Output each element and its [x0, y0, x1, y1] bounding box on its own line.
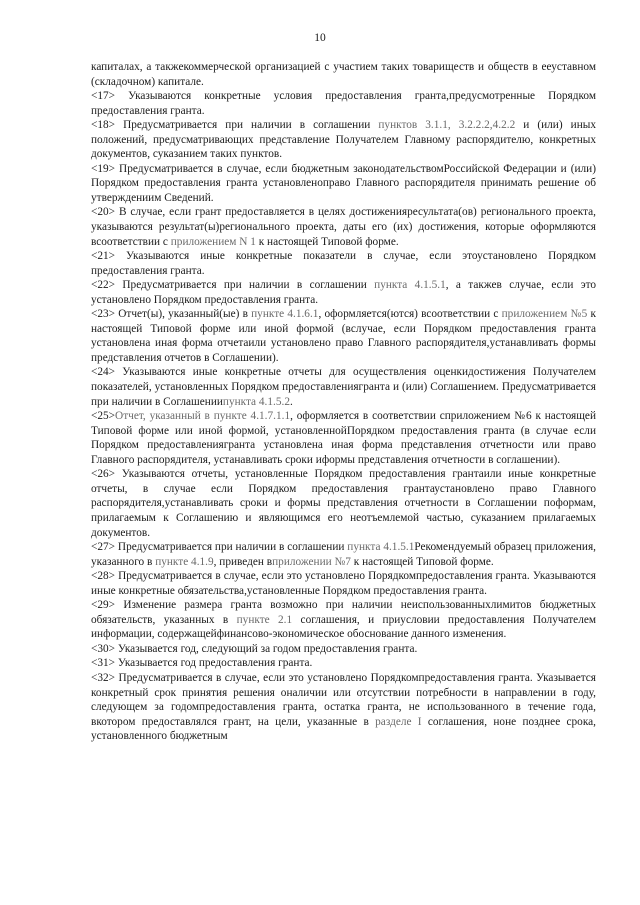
- paragraph-text: , приведен в: [213, 555, 273, 568]
- paragraph-text: <18> Предусматривается при наличии в соглашении: [91, 119, 379, 132]
- footnote-fn21: [91, 249, 596, 278]
- paragraph-text: <24> Указываются иные конкретные отчеты для осуществления оценкидостижения Получателем показателей, установленных Порядком предоставлениягранта и (или) Соглашением. Предусматривается при наличии в Соглашении: [91, 366, 596, 408]
- paragraph-text: к настоящей Типовой форме или иной формой (вслучае, если Порядком предоставления гранта установлена иная форма отчетаили установлено право Главного распорядителя,устанавливать формы представления отчетов в Соглашении).: [91, 308, 596, 364]
- paragraph-text: <25>: [91, 410, 116, 423]
- paragraph-text: <17> Указываются конкретные условия предоставления гранта,предусмотренные Порядком предоставления гранта.: [91, 90, 596, 117]
- paragraph-text: <19> Предусматривается в случае, если бюджетным законодательствомРоссийской Федерации и (или) Порядком предоставления гранта установленоправо Главного распорядителя принимать решение об утверждениим Сведений.: [91, 162, 596, 204]
- footnote-cont: [91, 60, 596, 89]
- document-reference-link[interactable]: приложением N 1: [170, 235, 256, 248]
- document-reference-link[interactable]: пункте 4.1.6.1: [251, 308, 319, 321]
- footnote-fn19: [91, 162, 596, 206]
- paragraph-text: соглашения, ноне позднее срока, установленного бюджетным: [91, 715, 596, 743]
- footnote-fn28: [91, 569, 596, 598]
- paragraph-text: <22> Предусматривается при наличии в соглашении: [91, 279, 375, 292]
- paragraph-text: <32> Предусматривается в случае, если это установлено Порядкомпредоставления гранта. Указывается конкретный срок принятия решения оналичии или отсутствии потребности в направлении в году, следующем за годомпредоставления гранта, остатка гранта, не использованного в течение года, вкотором предоставлялся грант, на цели, указанные в: [91, 671, 596, 728]
- paragraph-text: к настоящей Типовой форме.: [255, 235, 399, 248]
- footnote-fn24: [91, 365, 596, 409]
- footnote-fn23: [91, 307, 596, 365]
- footnote-fn31: [91, 656, 596, 671]
- document-body: [91, 60, 596, 744]
- footnote-fn17: [91, 89, 596, 118]
- paragraph-text: и (или) иных положений, предусматривающих представление Получателем Главному распорядителю, конкретных документов, суказанием таких пунктов.: [91, 119, 596, 161]
- paragraph-text: капиталах, а такжекоммерческой организацией с участием таких товариществ и обществ в ееуставном (складочном) капитале.: [91, 61, 596, 88]
- document-reference-link[interactable]: пункта 4.1.5.1: [347, 541, 415, 554]
- footnote-fn29: [91, 598, 596, 642]
- document-reference-link[interactable]: пункте 2.1: [236, 613, 293, 626]
- document-reference-link[interactable]: пункте 4.1.9: [155, 555, 214, 568]
- footnote-fn32: [91, 671, 596, 744]
- footnote-fn27: [91, 540, 596, 569]
- paragraph-text: <27> Предусматривается при наличии в соглашении: [91, 541, 348, 554]
- paragraph-text: <30> Указывается год, следующий за годом предоставления гранта.: [91, 642, 418, 655]
- paragraph-text: , а такжев случае, если это установлено Порядком предоставления гранта.: [91, 279, 597, 306]
- paragraph-text: <29> Изменение размера гранта возможно при наличии неиспользованныхлимитов бюджетных обязательств, указанных в: [91, 599, 596, 626]
- footnote-fn20: [91, 205, 596, 249]
- footnote-fn30: [91, 642, 596, 657]
- document-reference-link[interactable]: приложением №5: [501, 308, 588, 321]
- document-reference-link[interactable]: Отчет, указанный в пункте 4.1.7.1.1: [115, 410, 291, 423]
- paragraph-text: .: [289, 395, 293, 408]
- paragraph-text: к настоящей Типовой форме.: [350, 555, 494, 568]
- paragraph-text: <28> Предусматривается в случае, если это установлено Порядкомпредоставления гранта. Указываются иные конкретные обязательства,установленные Порядком предоставления гранта.: [91, 570, 596, 597]
- document-reference-link[interactable]: приложении №7: [272, 555, 351, 568]
- paragraph-text: <31> Указывается год предоставления гранта.: [91, 657, 313, 670]
- paragraph-text: соглашения, и приусловии предоставления Получателем информации, содержащейфинансово-экономическое обоснование данного изменения.: [91, 613, 596, 641]
- paragraph-text: , оформляется(ются) всоответствии с: [318, 308, 502, 321]
- footnote-fn25: [91, 409, 596, 467]
- paragraph-text: <21> Указываются иные конкретные показатели в случае, если этоустановлено Порядком предоставления гранта.: [91, 250, 596, 277]
- footnote-fn18: [91, 118, 596, 162]
- page-number: 10: [314, 32, 326, 44]
- paragraph-text: <23> Отчет(ы), указанный(ые) в: [91, 308, 252, 321]
- paragraph-text: , оформляется в соответствии сприложением №6 к настоящей Типовой форме или иной формой, установленнойПорядком предоставления гранта (в случае если Порядком предоставлениягранта установлена иная форма представления отчетности или право Главного распорядителя, устанавливать сроки иформы представления отчетности в соглашении).: [91, 410, 596, 466]
- document-reference-link[interactable]: пунктов 3.1.1, 3.2.2.2,4.2.2: [378, 119, 516, 132]
- paragraph-text: <26> Указываются отчеты, установленные Порядком предоставления грантаили иные конкретные отчеты, в случае если Порядком предоставления грантаустановлено право Главного распорядителя,устанавливать сроки и формы представления отчетности в Соглашении поформам, прилагаемым к Соглашению и являющимся его неотъемлемой частью, суказанием прилагаемых документов.: [91, 468, 596, 539]
- footnote-fn26: [91, 467, 596, 540]
- footnote-fn22: [91, 278, 596, 307]
- document-reference-link[interactable]: пункта 4.1.5.1: [374, 279, 446, 292]
- document-reference-link[interactable]: пункта 4.1.5.2: [222, 395, 290, 408]
- paragraph-text: <20> В случае, если грант предоставляется в целях достиженияресультата(ов) регионального проекта, указываются результат(ы)регионального проекта, даты его (их) достижения, которые оформляются всоответствии с: [91, 206, 596, 248]
- document-reference-link[interactable]: разделе I: [375, 715, 422, 728]
- paragraph-text: Рекомендуемый образец приложения, указанного в: [91, 541, 596, 568]
